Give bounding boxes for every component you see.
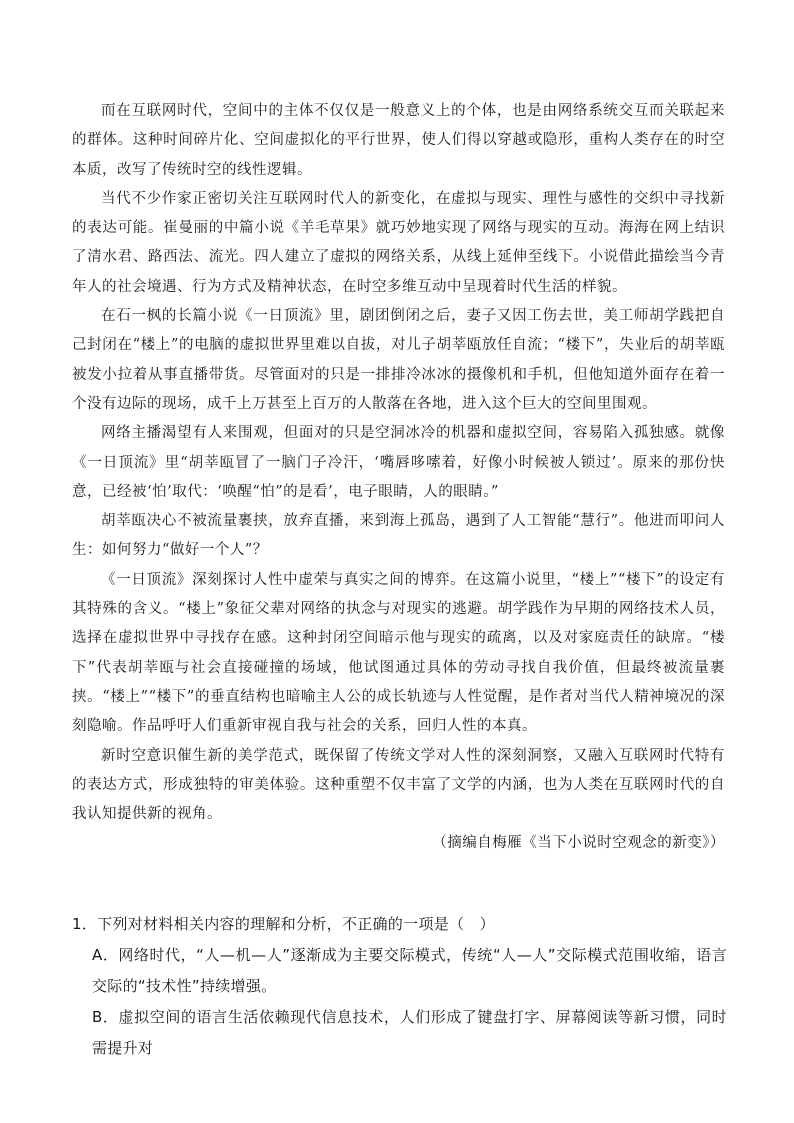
question-stem: 1．下列对材料相关内容的理解和分析，不正确的一项是（ ）: [72, 915, 495, 933]
option-a: A．网络时代，“人—机—人”逐渐成为主要交际模式，传统“人—人”交际模式范围收缩，语言交际的“技术性”持续增强。: [92, 946, 727, 995]
article-paragraph: 胡莘瓯决心不被流量裹挟，放弃直播，来到海上孤岛，遇到了人工智能“慧行”。他进而叩问人生：如何努力“做好一个人”？: [72, 513, 725, 559]
article-source: （摘编自梅雁《当下小说时空观念的新变》）: [432, 835, 725, 852]
article-paragraph: 网络主播渴望有人来围观，但面对的只是空洞冰冷的机器和虚拟空间，容易陷入孤独感。就像《一日顶流》里“胡莘瓯冒了一脑门子冷汗，‘嘴唇哆嗦着，好像小时候被人锁过’。原来的那份快意，已经被‘怕’取代：‘唤醒“怕”的是看’，电子眼睛，人的眼睛。”: [72, 425, 725, 500]
article-paragraph: 当代不少作家正密切关注互联网时代人的新变化，在虚拟与现实、理性与感性的交织中寻找新的表达可能。崔曼丽的中篇小说《羊毛草果》就巧妙地实现了网络与现实的互动。海海在网上结识了清水君、路西法、流光。四人建立了虚拟的网络关系，从线上延伸至线下。小说借此描绘当今青年人的社会境遇、行为方式及精神状态，在时空多维互动中呈现着时代生活的样貌。: [72, 190, 725, 295]
article-body: [72, 97, 725, 859]
article-paragraph: 在石一枫的长篇小说《一日顶流》里，剧团倒闭之后，妻子又因工伤去世，美工师胡学践把自己封闭在“楼上”的电脑的虚拟世界里难以自拔，对儿子胡莘瓯放任自流；“楼下”，失业后的胡莘瓯被发小拉着从事直播带货。尽管面对的只是一排排冷冰冰的摄像机和手机，但他知道外面存在着一个没有边际的现场，成千上万甚至上百万的人散落在各地，进入这个巨大的空间里围观。: [72, 308, 725, 412]
article-paragraph: 《一日顶流》深刻探讨人性中虚荣与真实之间的博弈。在这篇小说里，“楼上”“楼下”的设定有其特殊的含义。“楼上”象征父辈对网络的执念与对现实的逃避。胡学践作为早期的网络技术人员，选择在虚拟世界中寻找存在感。这种封闭空间暗示他与现实的疏离，以及对家庭责任的缺席。“楼下”代表胡莘瓯与社会直接碰撞的场域，他试图通过具体的劳动寻找自我价值，但最终被流量裹挟。“楼上”“楼下”的垂直结构也暗喻主人公的成长轨迹与人性觉醒，是作者对当代人精神境况的深刻隐喻。作品呼吁人们重新审视自我与社会的关系，回归人性的本真。: [72, 571, 725, 735]
article-paragraph: 新时空意识催生新的美学范式，既保留了传统文学对人性的深刻洞察，又融入互联网时代特有的表达方式，形成独特的审美体验。这种重塑不仅丰富了文学的内涵，也为人类在互联网时代的自我认知提供新的视角。: [72, 747, 725, 823]
article-paragraph: 而在互联网时代，空间中的主体不仅仅是一般意义上的个体，也是由网络系统交互而关联起来的群体。这种时间碎片化、空间虚拟化的平行世界，使人们得以穿越或隐形，重构人类存在的时空本质，改写了传统时空的线性逻辑。: [72, 103, 725, 178]
option-b: B．虚拟空间的语言生活依赖现代信息技术，人们形成了键盘打字、屏幕阅读等新习惯，同时需提升对: [92, 1008, 727, 1057]
question-block: [72, 909, 727, 1064]
